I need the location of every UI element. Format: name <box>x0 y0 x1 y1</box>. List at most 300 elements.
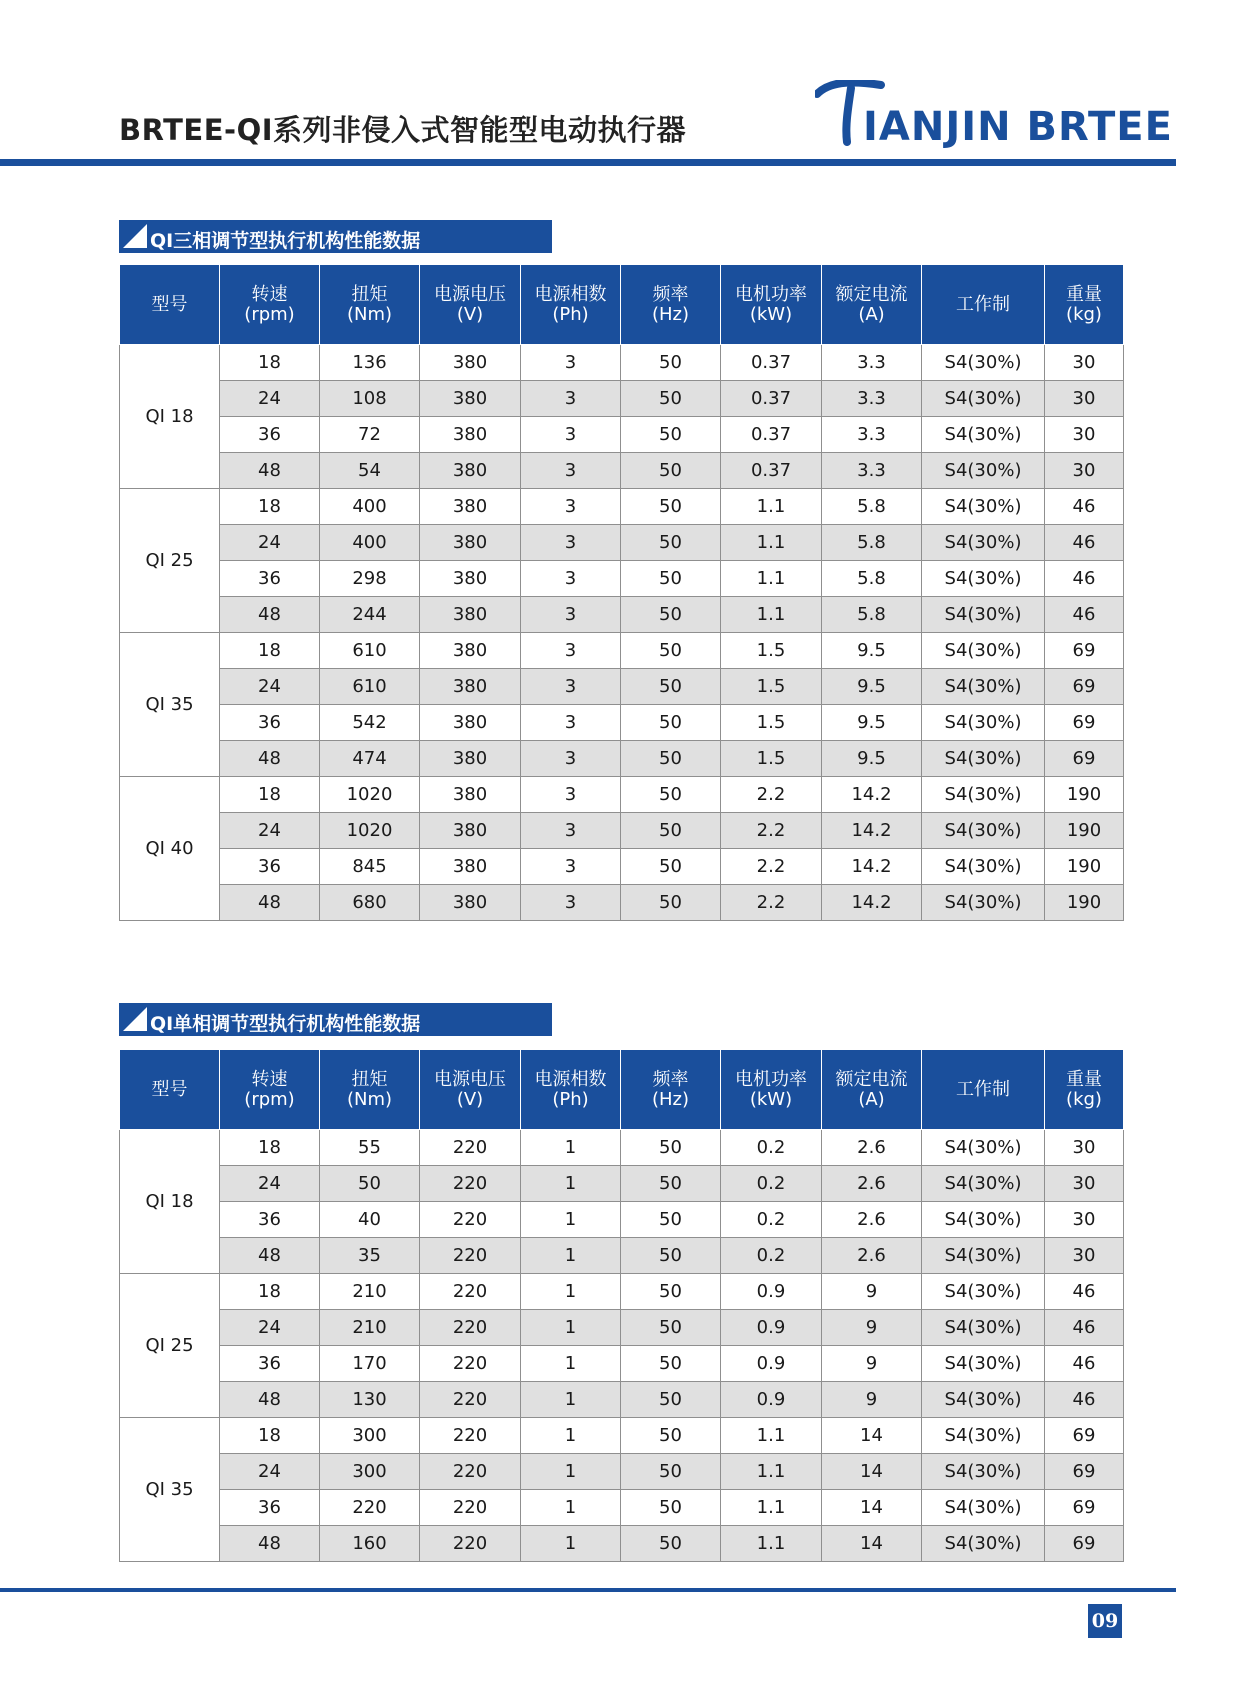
model-cell: QI 18 <box>120 345 220 489</box>
cell-duty: S4(30%) <box>922 777 1045 813</box>
column-header-power: 电机功率 (kW) <box>721 1050 822 1130</box>
cell-phase: 1 <box>521 1310 621 1346</box>
cell-power: 0.37 <box>721 417 822 453</box>
cell-duty: S4(30%) <box>922 1166 1045 1202</box>
cell-phase: 1 <box>521 1490 621 1526</box>
cell-weight: 69 <box>1045 1418 1124 1454</box>
cell-frequency: 50 <box>621 345 721 381</box>
table-row <box>120 1202 1124 1238</box>
column-header-frequency: 频率 (Hz) <box>621 1050 721 1130</box>
cell-voltage: 380 <box>420 777 521 813</box>
cell-voltage: 380 <box>420 705 521 741</box>
cell-phase: 1 <box>521 1130 621 1166</box>
cell-speed: 36 <box>220 417 320 453</box>
cell-current: 3.3 <box>822 417 922 453</box>
cell-frequency: 50 <box>621 705 721 741</box>
cell-phase: 3 <box>521 561 621 597</box>
table-row <box>120 813 1124 849</box>
cell-torque: 610 <box>320 669 420 705</box>
cell-duty: S4(30%) <box>922 561 1045 597</box>
logo-wordmark: IANJIN BRTEE <box>863 104 1173 150</box>
cell-torque: 542 <box>320 705 420 741</box>
cell-torque: 400 <box>320 525 420 561</box>
cell-weight: 69 <box>1045 1454 1124 1490</box>
table-row <box>120 489 1124 525</box>
cell-power: 0.2 <box>721 1238 822 1274</box>
cell-frequency: 50 <box>621 1346 721 1382</box>
cell-frequency: 50 <box>621 633 721 669</box>
cell-weight: 30 <box>1045 1238 1124 1274</box>
cell-torque: 300 <box>320 1454 420 1490</box>
cell-current: 2.6 <box>822 1130 922 1166</box>
cell-speed: 24 <box>220 1310 320 1346</box>
cell-duty: S4(30%) <box>922 633 1045 669</box>
cell-phase: 3 <box>521 669 621 705</box>
cell-voltage: 220 <box>420 1382 521 1418</box>
cell-current: 14 <box>822 1454 922 1490</box>
model-cell: QI 25 <box>120 489 220 633</box>
table-row <box>120 345 1124 381</box>
table-row <box>120 849 1124 885</box>
cell-phase: 3 <box>521 777 621 813</box>
cell-speed: 48 <box>220 1382 320 1418</box>
cell-duty: S4(30%) <box>922 1130 1045 1166</box>
cell-duty: S4(30%) <box>922 489 1045 525</box>
cell-torque: 610 <box>320 633 420 669</box>
cell-current: 3.3 <box>822 453 922 489</box>
model-cell: QI 18 <box>120 1130 220 1274</box>
cell-weight: 30 <box>1045 1166 1124 1202</box>
column-header-power: 电机功率 (kW) <box>721 265 822 345</box>
cell-duty: S4(30%) <box>922 453 1045 489</box>
cell-power: 2.2 <box>721 813 822 849</box>
cell-torque: 72 <box>320 417 420 453</box>
cell-frequency: 50 <box>621 1274 721 1310</box>
cell-duty: S4(30%) <box>922 597 1045 633</box>
performance-table-single-phase <box>119 1049 1124 1562</box>
cell-voltage: 220 <box>420 1274 521 1310</box>
table-row <box>120 1382 1124 1418</box>
cell-speed: 18 <box>220 1418 320 1454</box>
table-row <box>120 597 1124 633</box>
cell-current: 14 <box>822 1418 922 1454</box>
cell-power: 1.5 <box>721 633 822 669</box>
cell-phase: 3 <box>521 885 621 921</box>
column-header-frequency: 频率 (Hz) <box>621 265 721 345</box>
cell-phase: 3 <box>521 633 621 669</box>
cell-voltage: 380 <box>420 561 521 597</box>
cell-voltage: 380 <box>420 813 521 849</box>
section-triangle-icon <box>123 224 147 248</box>
table-row <box>120 1526 1124 1562</box>
table-row <box>120 417 1124 453</box>
cell-power: 0.37 <box>721 345 822 381</box>
column-header-current: 额定电流 (A) <box>822 265 922 345</box>
cell-weight: 46 <box>1045 525 1124 561</box>
cell-current: 5.8 <box>822 525 922 561</box>
cell-weight: 30 <box>1045 417 1124 453</box>
cell-duty: S4(30%) <box>922 1202 1045 1238</box>
cell-power: 0.2 <box>721 1166 822 1202</box>
cell-torque: 136 <box>320 345 420 381</box>
cell-voltage: 380 <box>420 345 521 381</box>
cell-power: 0.9 <box>721 1382 822 1418</box>
column-header-weight: 重量 (kg) <box>1045 1050 1124 1130</box>
cell-current: 14 <box>822 1490 922 1526</box>
cell-weight: 69 <box>1045 1490 1124 1526</box>
cell-torque: 845 <box>320 849 420 885</box>
cell-phase: 3 <box>521 489 621 525</box>
cell-voltage: 220 <box>420 1526 521 1562</box>
cell-duty: S4(30%) <box>922 525 1045 561</box>
cell-speed: 48 <box>220 1526 320 1562</box>
cell-power: 0.2 <box>721 1130 822 1166</box>
column-header-torque: 扭矩 (Nm) <box>320 1050 420 1130</box>
cell-phase: 1 <box>521 1238 621 1274</box>
column-header-duty: 工作制 <box>922 265 1045 345</box>
cell-power: 0.37 <box>721 453 822 489</box>
cell-current: 9.5 <box>822 633 922 669</box>
cell-phase: 1 <box>521 1166 621 1202</box>
cell-current: 2.6 <box>822 1202 922 1238</box>
cell-current: 5.8 <box>822 561 922 597</box>
cell-speed: 48 <box>220 741 320 777</box>
table-header-row <box>120 265 1124 345</box>
cell-speed: 24 <box>220 813 320 849</box>
column-header-phase: 电源相数 (Ph) <box>521 1050 621 1130</box>
cell-weight: 190 <box>1045 813 1124 849</box>
cell-current: 14.2 <box>822 849 922 885</box>
cell-voltage: 380 <box>420 669 521 705</box>
cell-voltage: 380 <box>420 381 521 417</box>
cell-phase: 1 <box>521 1454 621 1490</box>
table-row <box>120 1418 1124 1454</box>
cell-frequency: 50 <box>621 741 721 777</box>
cell-voltage: 380 <box>420 597 521 633</box>
cell-weight: 46 <box>1045 561 1124 597</box>
column-header-phase: 电源相数 (Ph) <box>521 265 621 345</box>
cell-speed: 36 <box>220 1202 320 1238</box>
cell-phase: 1 <box>521 1274 621 1310</box>
cell-speed: 18 <box>220 345 320 381</box>
cell-weight: 30 <box>1045 1130 1124 1166</box>
cell-speed: 36 <box>220 849 320 885</box>
cell-voltage: 380 <box>420 885 521 921</box>
cell-speed: 18 <box>220 777 320 813</box>
cell-frequency: 50 <box>621 561 721 597</box>
cell-current: 9.5 <box>822 705 922 741</box>
cell-duty: S4(30%) <box>922 1490 1045 1526</box>
cell-current: 5.8 <box>822 489 922 525</box>
cell-current: 9 <box>822 1310 922 1346</box>
cell-voltage: 380 <box>420 633 521 669</box>
cell-voltage: 220 <box>420 1238 521 1274</box>
cell-torque: 680 <box>320 885 420 921</box>
cell-frequency: 50 <box>621 1490 721 1526</box>
table-row <box>120 1490 1124 1526</box>
model-cell: QI 25 <box>120 1274 220 1418</box>
cell-current: 9 <box>822 1274 922 1310</box>
cell-power: 1.5 <box>721 705 822 741</box>
table-row <box>120 741 1124 777</box>
column-header-duty: 工作制 <box>922 1050 1045 1130</box>
cell-weight: 69 <box>1045 1526 1124 1562</box>
cell-speed: 18 <box>220 1274 320 1310</box>
cell-speed: 48 <box>220 1238 320 1274</box>
cell-current: 2.6 <box>822 1166 922 1202</box>
cell-weight: 30 <box>1045 381 1124 417</box>
cell-power: 1.1 <box>721 1490 822 1526</box>
cell-speed: 24 <box>220 669 320 705</box>
cell-speed: 18 <box>220 489 320 525</box>
cell-voltage: 380 <box>420 417 521 453</box>
cell-speed: 36 <box>220 561 320 597</box>
cell-duty: S4(30%) <box>922 417 1045 453</box>
footer-divider <box>0 1588 1176 1592</box>
cell-voltage: 220 <box>420 1346 521 1382</box>
cell-speed: 24 <box>220 1454 320 1490</box>
cell-torque: 400 <box>320 489 420 525</box>
cell-torque: 244 <box>320 597 420 633</box>
cell-frequency: 50 <box>621 777 721 813</box>
cell-weight: 69 <box>1045 705 1124 741</box>
cell-frequency: 50 <box>621 1382 721 1418</box>
cell-power: 0.9 <box>721 1346 822 1382</box>
cell-power: 1.1 <box>721 1526 822 1562</box>
table-row <box>120 777 1124 813</box>
cell-speed: 48 <box>220 885 320 921</box>
cell-phase: 1 <box>521 1346 621 1382</box>
cell-current: 14.2 <box>822 777 922 813</box>
header-divider <box>0 159 1176 166</box>
column-header-current: 额定电流 (A) <box>822 1050 922 1130</box>
model-cell: QI 35 <box>120 633 220 777</box>
cell-frequency: 50 <box>621 669 721 705</box>
cell-duty: S4(30%) <box>922 813 1045 849</box>
cell-power: 0.9 <box>721 1310 822 1346</box>
cell-torque: 210 <box>320 1310 420 1346</box>
cell-duty: S4(30%) <box>922 1274 1045 1310</box>
table-row <box>120 633 1124 669</box>
table-row <box>120 525 1124 561</box>
cell-speed: 48 <box>220 597 320 633</box>
cell-speed: 36 <box>220 1346 320 1382</box>
cell-weight: 46 <box>1045 1346 1124 1382</box>
cell-power: 1.1 <box>721 489 822 525</box>
cell-speed: 24 <box>220 1166 320 1202</box>
cell-phase: 1 <box>521 1418 621 1454</box>
cell-speed: 18 <box>220 633 320 669</box>
cell-speed: 48 <box>220 453 320 489</box>
cell-voltage: 220 <box>420 1202 521 1238</box>
cell-voltage: 220 <box>420 1166 521 1202</box>
cell-duty: S4(30%) <box>922 849 1045 885</box>
cell-speed: 36 <box>220 1490 320 1526</box>
cell-frequency: 50 <box>621 1526 721 1562</box>
cell-frequency: 50 <box>621 1454 721 1490</box>
column-header-weight: 重量 (kg) <box>1045 265 1124 345</box>
cell-duty: S4(30%) <box>922 1382 1045 1418</box>
cell-torque: 298 <box>320 561 420 597</box>
cell-current: 2.6 <box>822 1238 922 1274</box>
column-header-speed: 转速 (rpm) <box>220 265 320 345</box>
cell-current: 3.3 <box>822 345 922 381</box>
cell-power: 1.1 <box>721 1418 822 1454</box>
cell-torque: 55 <box>320 1130 420 1166</box>
cell-duty: S4(30%) <box>922 1310 1045 1346</box>
cell-torque: 160 <box>320 1526 420 1562</box>
column-header-model: 型号 <box>120 265 220 345</box>
cell-torque: 300 <box>320 1418 420 1454</box>
cell-frequency: 50 <box>621 453 721 489</box>
cell-power: 1.1 <box>721 1454 822 1490</box>
cell-phase: 3 <box>521 381 621 417</box>
cell-weight: 30 <box>1045 1202 1124 1238</box>
table-row <box>120 1130 1124 1166</box>
cell-power: 1.1 <box>721 561 822 597</box>
cell-current: 5.8 <box>822 597 922 633</box>
cell-frequency: 50 <box>621 1238 721 1274</box>
cell-voltage: 220 <box>420 1130 521 1166</box>
cell-power: 1.5 <box>721 741 822 777</box>
cell-weight: 69 <box>1045 741 1124 777</box>
cell-weight: 69 <box>1045 633 1124 669</box>
cell-duty: S4(30%) <box>922 345 1045 381</box>
cell-phase: 1 <box>521 1382 621 1418</box>
cell-current: 9.5 <box>822 669 922 705</box>
cell-phase: 3 <box>521 345 621 381</box>
model-cell: QI 35 <box>120 1418 220 1562</box>
section-header-single-phase <box>119 1003 552 1036</box>
cell-duty: S4(30%) <box>922 705 1045 741</box>
cell-weight: 190 <box>1045 777 1124 813</box>
cell-weight: 69 <box>1045 669 1124 705</box>
cell-weight: 30 <box>1045 453 1124 489</box>
cell-voltage: 220 <box>420 1454 521 1490</box>
cell-weight: 190 <box>1045 885 1124 921</box>
cell-frequency: 50 <box>621 1310 721 1346</box>
cell-phase: 1 <box>521 1202 621 1238</box>
cell-torque: 1020 <box>320 813 420 849</box>
cell-power: 2.2 <box>721 885 822 921</box>
table-row <box>120 669 1124 705</box>
cell-speed: 24 <box>220 381 320 417</box>
cell-phase: 3 <box>521 849 621 885</box>
cell-torque: 130 <box>320 1382 420 1418</box>
cell-power: 1.1 <box>721 525 822 561</box>
cell-current: 14.2 <box>822 885 922 921</box>
cell-torque: 1020 <box>320 777 420 813</box>
table-row <box>120 1310 1124 1346</box>
cell-voltage: 380 <box>420 489 521 525</box>
table-row <box>120 1274 1124 1310</box>
cell-voltage: 380 <box>420 525 521 561</box>
cell-torque: 474 <box>320 741 420 777</box>
cell-torque: 170 <box>320 1346 420 1382</box>
cell-power: 2.2 <box>721 849 822 885</box>
cell-phase: 3 <box>521 525 621 561</box>
cell-weight: 190 <box>1045 849 1124 885</box>
performance-table-three-phase <box>119 264 1124 921</box>
section-title: QI三相调节型执行机构性能数据 <box>150 230 421 252</box>
cell-power: 0.37 <box>721 381 822 417</box>
cell-phase: 3 <box>521 741 621 777</box>
company-logo <box>815 78 1175 148</box>
table-row <box>120 453 1124 489</box>
cell-phase: 3 <box>521 417 621 453</box>
cell-phase: 1 <box>521 1526 621 1562</box>
cell-frequency: 50 <box>621 1418 721 1454</box>
cell-duty: S4(30%) <box>922 669 1045 705</box>
cell-frequency: 50 <box>621 1202 721 1238</box>
cell-frequency: 50 <box>621 489 721 525</box>
cell-current: 14.2 <box>822 813 922 849</box>
page-number: 09 <box>1088 1604 1122 1638</box>
cell-frequency: 50 <box>621 417 721 453</box>
table-row <box>120 1454 1124 1490</box>
cell-torque: 210 <box>320 1274 420 1310</box>
cell-duty: S4(30%) <box>922 381 1045 417</box>
table-row <box>120 381 1124 417</box>
cell-frequency: 50 <box>621 1130 721 1166</box>
table-row <box>120 1238 1124 1274</box>
cell-current: 3.3 <box>822 381 922 417</box>
cell-power: 1.5 <box>721 669 822 705</box>
cell-torque: 40 <box>320 1202 420 1238</box>
cell-power: 2.2 <box>721 777 822 813</box>
cell-duty: S4(30%) <box>922 885 1045 921</box>
table-row <box>120 885 1124 921</box>
cell-speed: 24 <box>220 525 320 561</box>
cell-duty: S4(30%) <box>922 741 1045 777</box>
cell-voltage: 380 <box>420 453 521 489</box>
cell-frequency: 50 <box>621 381 721 417</box>
cell-weight: 46 <box>1045 1274 1124 1310</box>
column-header-speed: 转速 (rpm) <box>220 1050 320 1130</box>
cell-weight: 46 <box>1045 1382 1124 1418</box>
cell-weight: 46 <box>1045 1310 1124 1346</box>
column-header-model: 型号 <box>120 1050 220 1130</box>
cell-torque: 108 <box>320 381 420 417</box>
cell-frequency: 50 <box>621 849 721 885</box>
cell-current: 9 <box>822 1346 922 1382</box>
cell-voltage: 380 <box>420 741 521 777</box>
cell-voltage: 220 <box>420 1310 521 1346</box>
cell-weight: 30 <box>1045 345 1124 381</box>
cell-speed: 18 <box>220 1130 320 1166</box>
cell-phase: 3 <box>521 453 621 489</box>
cell-frequency: 50 <box>621 597 721 633</box>
cell-duty: S4(30%) <box>922 1346 1045 1382</box>
cell-phase: 3 <box>521 705 621 741</box>
cell-frequency: 50 <box>621 525 721 561</box>
column-header-voltage: 电源电压 (V) <box>420 1050 521 1130</box>
cell-torque: 50 <box>320 1166 420 1202</box>
cell-power: 0.2 <box>721 1202 822 1238</box>
cell-weight: 46 <box>1045 489 1124 525</box>
cell-torque: 220 <box>320 1490 420 1526</box>
cell-duty: S4(30%) <box>922 1454 1045 1490</box>
cell-voltage: 220 <box>420 1418 521 1454</box>
cell-phase: 3 <box>521 813 621 849</box>
table-row <box>120 705 1124 741</box>
cell-speed: 36 <box>220 705 320 741</box>
cell-duty: S4(30%) <box>922 1418 1045 1454</box>
cell-frequency: 50 <box>621 1166 721 1202</box>
cell-voltage: 380 <box>420 849 521 885</box>
column-header-torque: 扭矩 (Nm) <box>320 265 420 345</box>
cell-weight: 46 <box>1045 597 1124 633</box>
